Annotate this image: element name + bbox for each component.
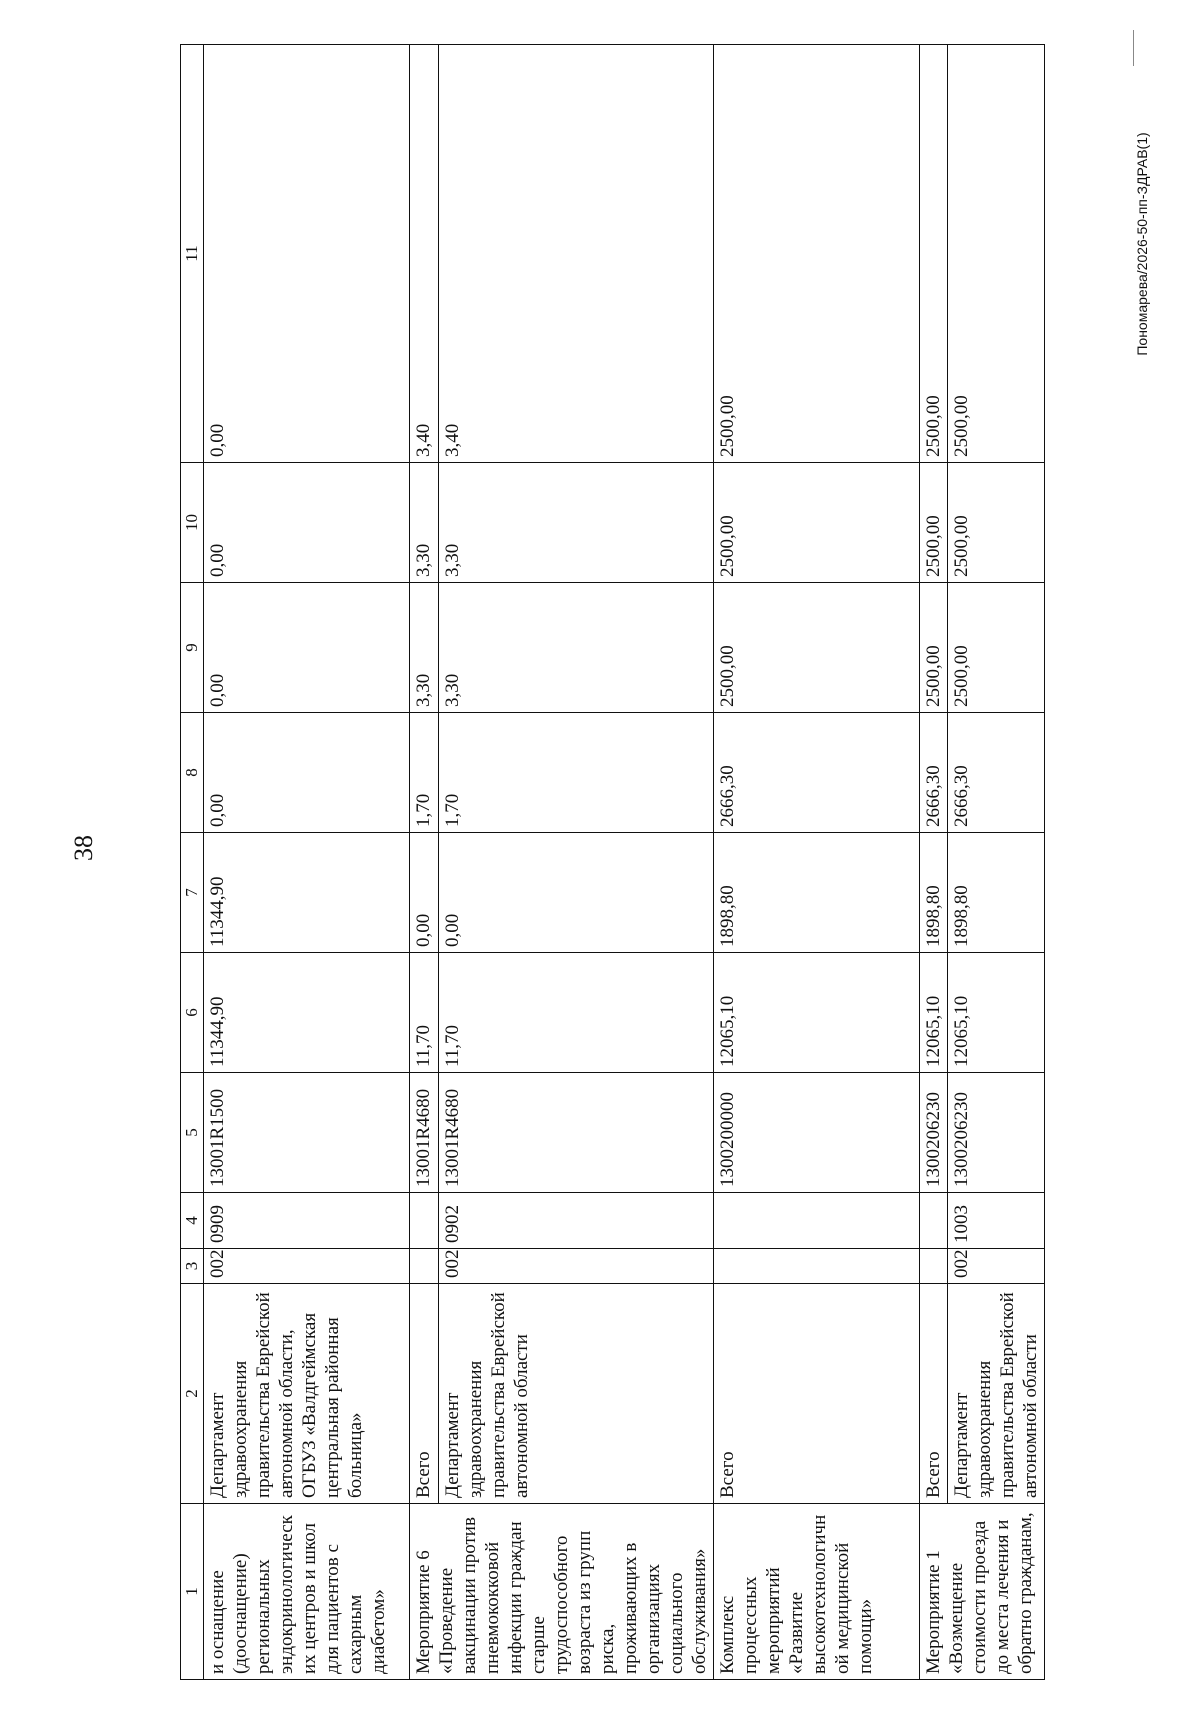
- grbs-cell: [714, 1249, 920, 1284]
- table-row: [948, 45, 1045, 1680]
- amount-cell: 11344,90: [204, 833, 410, 953]
- amount-cell: 0,00: [438, 833, 713, 953]
- amount-cell: 3,40: [438, 45, 713, 463]
- header-cell: 10: [181, 463, 204, 583]
- executor-cell: Департамент здравоохранения правительства Еврейской автономной области: [948, 1284, 1045, 1504]
- header-row: [181, 45, 204, 1680]
- amount-cell: 3,30: [438, 583, 713, 713]
- target-article-cell: 13001R4680: [438, 1073, 713, 1193]
- amount-cell: 12065,10: [714, 953, 920, 1073]
- amount-cell: 0,00: [204, 463, 410, 583]
- executor-cell: Всего: [714, 1284, 920, 1504]
- amount-cell: 3,30: [410, 583, 439, 713]
- grbs-cell: 002: [948, 1249, 1045, 1284]
- header-cell: 3: [181, 1249, 204, 1284]
- amount-cell: 2500,00: [714, 45, 920, 463]
- section-cell: 0902: [438, 1193, 713, 1249]
- amount-cell: 2500,00: [714, 463, 920, 583]
- target-article-cell: 1300206230: [920, 1073, 948, 1193]
- amount-cell: 2500,00: [920, 583, 948, 713]
- amount-cell: 1898,80: [920, 833, 948, 953]
- amount-cell: 1898,80: [714, 833, 920, 953]
- budget-table: [180, 44, 1045, 1680]
- section-cell: [920, 1193, 948, 1249]
- amount-cell: 2500,00: [948, 45, 1045, 463]
- amount-cell: 2500,00: [948, 463, 1045, 583]
- executor-cell: Всего: [410, 1284, 439, 1504]
- header-cell: 1: [181, 1504, 204, 1680]
- amount-cell: 3,40: [410, 45, 439, 463]
- amount-cell: 3,30: [410, 463, 439, 583]
- header-cell: 6: [181, 953, 204, 1073]
- target-article-cell: 1300206230: [948, 1073, 1045, 1193]
- amount-cell: 2666,30: [948, 713, 1045, 833]
- amount-cell: 2500,00: [920, 45, 948, 463]
- section-cell: 0909: [204, 1193, 410, 1249]
- table-row: [920, 45, 948, 1680]
- amount-cell: 2666,30: [714, 713, 920, 833]
- grbs-cell: 002: [438, 1249, 713, 1284]
- target-article-cell: 13001R4680: [410, 1073, 439, 1193]
- amount-cell: 2500,00: [714, 583, 920, 713]
- amount-cell: 0,00: [204, 583, 410, 713]
- table-row: [714, 45, 920, 1680]
- header-cell: 8: [181, 713, 204, 833]
- amount-cell: 0,00: [204, 713, 410, 833]
- header-cell: 4: [181, 1193, 204, 1249]
- amount-cell: 12065,10: [920, 953, 948, 1073]
- grbs-cell: [410, 1249, 439, 1284]
- table-row: [410, 45, 439, 1680]
- amount-cell: 1898,80: [948, 833, 1045, 953]
- header-cell: 2: [181, 1284, 204, 1504]
- grbs-cell: [920, 1249, 948, 1284]
- amount-cell: 3,30: [438, 463, 713, 583]
- amount-cell: 0,00: [410, 833, 439, 953]
- executor-cell: Всего: [920, 1284, 948, 1504]
- grbs-cell: 002: [204, 1249, 410, 1284]
- header-cell: 7: [181, 833, 204, 953]
- table-row: [438, 45, 713, 1680]
- amount-cell: 1,70: [410, 713, 439, 833]
- amount-cell: 0,00: [204, 45, 410, 463]
- executor-cell: Департамент здравоохранения правительства Еврейской автономной области, ОГБУЗ «Валдгеймская центральная районная больница»: [204, 1284, 410, 1504]
- section-cell: [714, 1193, 920, 1249]
- header-cell: 5: [181, 1073, 204, 1193]
- header-cell: 9: [181, 583, 204, 713]
- measure-name-cell: и оснащение (дооснащение) региональных эндокринологических центров и школ для пациентов с сахарным диабетом»: [204, 1504, 410, 1680]
- page-number: 38: [69, 835, 98, 861]
- rotated-table-wrapper: [180, 45, 1095, 1680]
- amount-cell: 2666,30: [920, 713, 948, 833]
- section-cell: 1003: [948, 1193, 1045, 1249]
- scan-artifact-line: [1133, 30, 1134, 66]
- target-article-cell: 13001R1500: [204, 1073, 410, 1193]
- executor-cell: Департамент здравоохранения правительства Еврейской автономной области: [438, 1284, 713, 1504]
- amount-cell: 12065,10: [948, 953, 1045, 1073]
- document-footer: Пономарева/2026-50-пп-ЗДРАВ(1): [1134, 132, 1150, 356]
- amount-cell: 1,70: [438, 713, 713, 833]
- header-cell: 11: [181, 45, 204, 463]
- amount-cell: 2500,00: [948, 583, 1045, 713]
- measure-name-cell: Мероприятие 6 «Проведение вакцинации против пневмококковой инфекции граждан старше трудоспособного возраста из групп риска, проживающих в организациях социального обслуживания»: [410, 1504, 714, 1680]
- amount-cell: 2500,00: [920, 463, 948, 583]
- amount-cell: 11,70: [438, 953, 713, 1073]
- measure-name-cell: Комплекс процессных мероприятий «Развитие высокотехнологичной медицинской помощи»: [714, 1504, 920, 1680]
- table-row: [204, 45, 410, 1680]
- amount-cell: 11344,90: [204, 953, 410, 1073]
- target-article-cell: 1300200000: [714, 1073, 920, 1193]
- measure-name-cell: Мероприятие 1 «Возмещение стоимости проезда до места лечения и обратно гражданам,: [920, 1504, 1045, 1680]
- amount-cell: 11,70: [410, 953, 439, 1073]
- section-cell: [410, 1193, 439, 1249]
